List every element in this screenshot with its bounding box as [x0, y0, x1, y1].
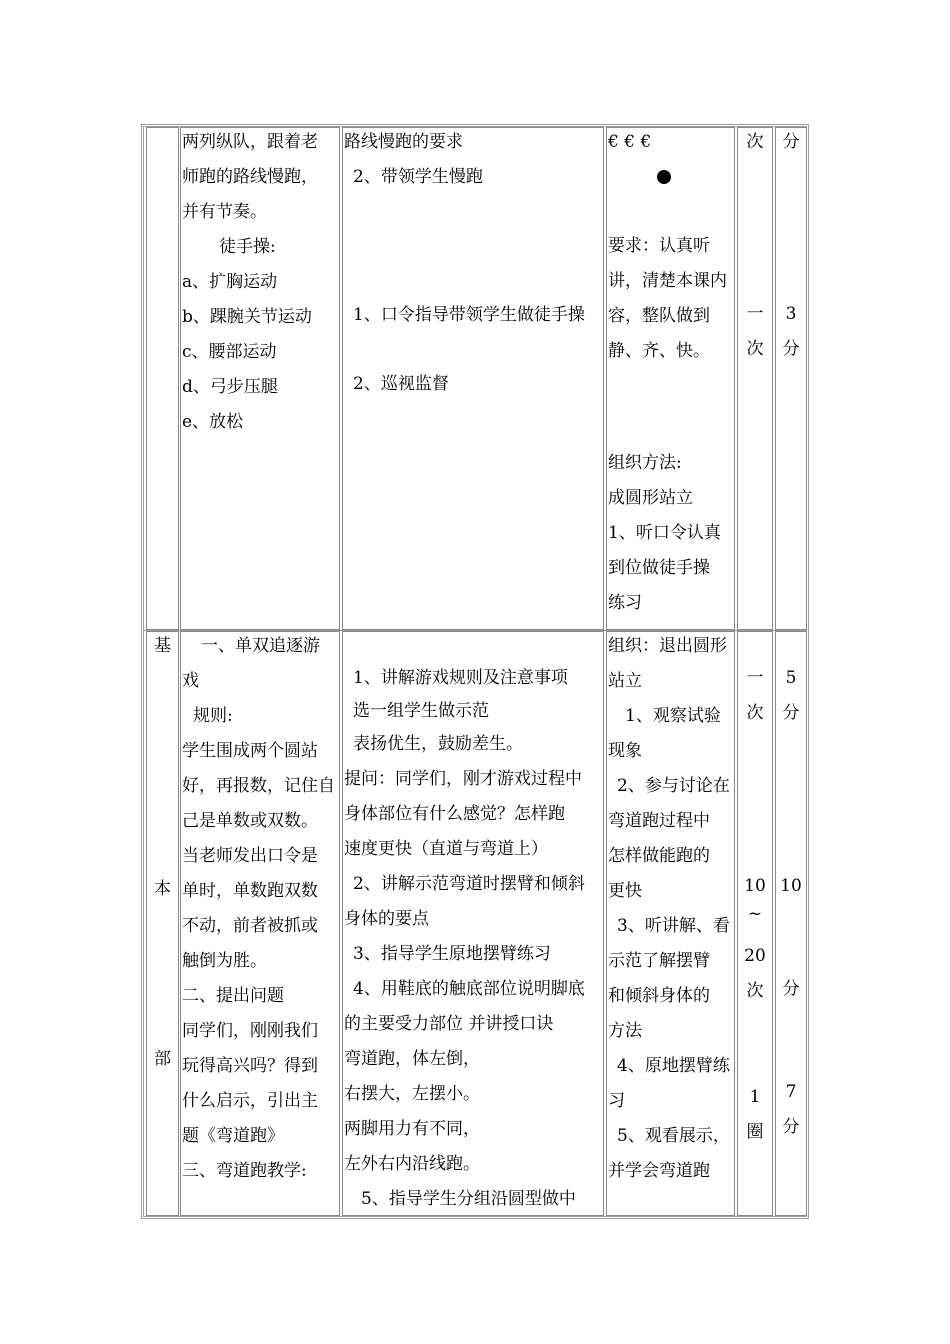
text-line: 3、指导学生原地摆臂练习 [353, 944, 551, 964]
text-line: 一、单双追逐游 [201, 636, 320, 656]
text-line: 和倾斜身体的 [608, 986, 710, 1006]
text-line: 2、讲解示范弯道时摆臂和倾斜 [353, 874, 585, 894]
section-label: 基 [154, 636, 171, 656]
count-text: 次 [746, 339, 764, 359]
time-text: 3 [785, 304, 797, 324]
text-line: 3、听讲解、看 [617, 916, 730, 936]
text-line: 习 [608, 1091, 625, 1111]
count-text: 20 [744, 946, 766, 966]
time-text: 分 [782, 703, 800, 723]
table-row [144, 631, 806, 1216]
count-text: 1 [749, 1087, 761, 1107]
text-line: 要求：认真听 [608, 236, 710, 256]
section-label: 本 [154, 879, 171, 899]
teacher-activity-cell [342, 127, 604, 630]
text-line: 站立 [608, 671, 642, 691]
count-text: ~ [747, 904, 763, 924]
time-text: 10 [780, 876, 802, 896]
text-line: 不动，前者被抓或 [182, 916, 318, 936]
count-cell [737, 631, 773, 1216]
text-line: 2、带领学生慢跑 [353, 167, 483, 187]
text-line: 讲，清楚本课内 [608, 271, 727, 291]
section-label: 部 [154, 1049, 171, 1069]
text-line: 好，再报数，记住自 [182, 776, 335, 796]
text-line: 己是单数或双数。 [182, 811, 318, 831]
text-line: 方法 [608, 1021, 642, 1041]
text-line: 现象 [608, 741, 642, 761]
text-line: 弯道跑过程中 [608, 811, 710, 831]
text-line: 到位做徒手操 [608, 558, 710, 578]
time-text: 分 [782, 132, 800, 152]
text-line: 并有节奏。 [182, 202, 267, 222]
content-cell [180, 631, 340, 1216]
text-line: 练习 [608, 593, 642, 613]
text-line: 的主要受力部位 并讲授口诀 [344, 1014, 554, 1034]
text-line: 玩得高兴吗？得到 [182, 1056, 318, 1076]
count-text: 一 [746, 304, 764, 324]
section-cell [146, 631, 179, 1216]
text-line: 两脚用力有不同， [344, 1119, 480, 1139]
text-line: a、扩胸运动 [182, 272, 278, 292]
time-text: 分 [782, 1117, 800, 1137]
count-text: 次 [746, 703, 764, 723]
text-line: 静、齐、快。 [608, 341, 710, 361]
count-text: 一 [746, 668, 764, 688]
text-line: 2、参与讨论在 [617, 776, 730, 796]
text-line: 成圆形站立 [608, 488, 693, 508]
text-line: 选一组学生做示范 [353, 701, 489, 721]
text-line: 1、听口令认真 [608, 523, 721, 543]
text-line: 学生围成两个圆站 [182, 741, 318, 761]
text-line: 触倒为胜。 [182, 951, 267, 971]
text-line: 二、提出问题 [182, 986, 284, 1006]
content-cell [180, 127, 340, 630]
text-line: 两列纵队，跟着老 [182, 132, 318, 152]
time-cell [775, 631, 807, 1216]
teacher-position-dot [657, 170, 671, 184]
text-line: 更快 [608, 881, 642, 901]
text-line: 4、原地摆臂练 [617, 1056, 730, 1076]
text-line: b、踝腕关节运动 [182, 307, 312, 327]
text-line: 2、巡视监督 [353, 374, 449, 394]
text-line: 当老师发出口令是 [182, 846, 318, 866]
count-text: 圈 [746, 1122, 764, 1142]
text-line: 戏 [182, 671, 199, 691]
text-line: 容，整队做到 [608, 306, 710, 326]
text-line: 单时，单数跑双数 [182, 881, 318, 901]
count-text: 次 [746, 981, 764, 1001]
text-line: 5、观看展示， [617, 1126, 730, 1146]
text-line: 题《弯道跑》 [182, 1126, 284, 1146]
text-line: 提问：同学们，刚才游戏过程中 [344, 769, 582, 789]
student-activity-cell [606, 127, 735, 630]
lesson-plan-table [141, 124, 809, 1219]
time-cell [775, 127, 807, 630]
section-cell [146, 127, 179, 630]
text-line: 并学会弯道跑 [608, 1161, 710, 1181]
text-line: 组织方法: [608, 453, 682, 473]
count-cell [737, 127, 773, 630]
text-line: 师跑的路线慢跑， [182, 167, 318, 187]
formation-symbols: € € € [608, 132, 652, 152]
time-text: 分 [782, 339, 800, 359]
text-line: 同学们，刚刚我们 [182, 1021, 318, 1041]
time-text: 分 [782, 979, 800, 999]
text-line: c、腰部运动 [182, 342, 277, 362]
text-line: 表扬优生，鼓励差生。 [353, 734, 523, 754]
text-line: 什么启示，引出主 [182, 1091, 318, 1111]
text-line: 徒手操: [219, 237, 276, 257]
text-line: 弯道跑，体左倒， [344, 1049, 480, 1069]
text-line: 示范了解摆臂 [608, 951, 710, 971]
text-line: 1、口令指导带领学生做徒手操 [353, 305, 585, 325]
text-line: 5、指导学生分组沿圆型做中 [361, 1189, 576, 1209]
student-activity-cell [606, 631, 735, 1216]
text-line: 规则: [193, 706, 233, 726]
text-line: 组织：退出圆形 [608, 636, 727, 656]
text-line: 身体部位有什么感觉？怎样跑 [344, 804, 565, 824]
teacher-activity-cell [342, 631, 604, 1216]
time-text: 7 [785, 1082, 797, 1102]
text-line: 1、观察试验 [625, 706, 721, 726]
text-line: d、弓步压腿 [182, 377, 278, 397]
text-line: e、放松 [182, 412, 244, 432]
table-row [144, 127, 806, 631]
text-line: 三、弯道跑教学: [182, 1161, 307, 1181]
text-line: 右摆大，左摆小。 [344, 1084, 480, 1104]
count-text: 次 [746, 132, 764, 152]
text-line: 怎样做能跑的 [608, 846, 710, 866]
time-text: 5 [785, 668, 797, 688]
text-line: 路线慢跑的要求 [344, 132, 463, 152]
text-line: 左外右内沿线跑。 [344, 1154, 480, 1174]
count-text: 10 [744, 876, 766, 896]
text-line: 1、讲解游戏规则及注意事项 [353, 668, 568, 688]
text-line: 身体的要点 [344, 909, 429, 929]
text-line: 速度更快（直道与弯道上） [344, 839, 548, 859]
text-line: 4、用鞋底的触底部位说明脚底 [353, 979, 585, 999]
